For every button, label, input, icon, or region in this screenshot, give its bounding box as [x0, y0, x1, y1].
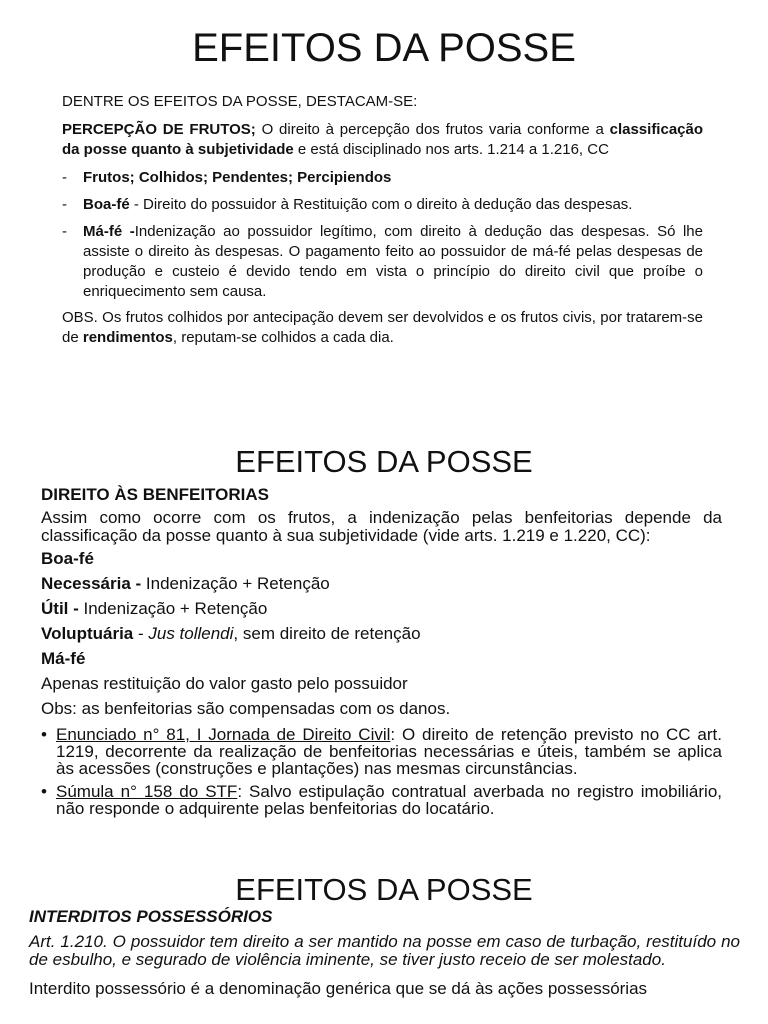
util-label: Útil - — [41, 598, 79, 618]
util-line — [41, 598, 722, 620]
obs-text: OBS. Os frutos colhidos por antecipação devem ser devolvidos e os frutos civis, por tratarem-se de — [62, 309, 703, 347]
frutos-list — [62, 168, 703, 302]
dash-marker: - — [62, 168, 67, 186]
interdito-text: Interdito possessório é a denominação genérica que se dá às ações possessórias — [29, 979, 648, 999]
intro-text: DENTRE OS EFEITOS DA POSSE, DESTACAM-SE: — [62, 93, 418, 110]
heading-text: DIREITO ÀS BENFEITORIAS — [41, 485, 269, 504]
percepcao-bold: classificação da posse quanto à subjetividade — [62, 120, 704, 158]
voluptuaria-label: Voluptuária — [41, 624, 134, 644]
list-item — [62, 168, 703, 188]
percepcao-text: O direito à percepção dos frutos varia conforme a — [255, 120, 610, 138]
apenas-text: Apenas restituição do valor gasto pelo possuidor — [41, 674, 408, 694]
list-item — [41, 726, 722, 777]
slide-title: EFEITOS DA POSSE — [235, 872, 533, 907]
percepcao-paragraph — [62, 120, 703, 160]
obs-text-end: , reputam-se colhidos a cada dia. — [172, 329, 394, 347]
slide-body — [29, 908, 740, 999]
mafe-heading — [41, 648, 722, 670]
item-text: - Direito do possuidor à Restituição com o direito à dedução das despesas. — [129, 195, 633, 213]
list-item — [41, 783, 722, 817]
obs-bold: rendimentos — [82, 329, 173, 347]
percepcao-label: PERCEPÇÃO DE FRUTOS; — [62, 120, 256, 138]
bullet-marker: • — [41, 782, 47, 802]
section-heading — [41, 484, 722, 506]
slide-body — [41, 484, 722, 819]
obs-paragraph — [62, 308, 703, 348]
obs-text: Obs: as benfeitorias são compensadas com os danos. — [41, 699, 451, 719]
article-text: Art. 1.210. O possuidor tem direito a ser mantido na posse em caso de turbação, restituído no de esbulho, e segurado de violência iminente, se tiver justo receio de ser molestado. — [29, 931, 740, 970]
bullet-marker: • — [41, 725, 47, 745]
necessaria-label: Necessária - — [41, 573, 142, 593]
item-text: : O direito de retenção previsto no CC art. 1219, decorrente da realização de benfeitorias necessárias e úteis, também se aplica às acessões (construções e plantações) nas mesmas circunstâncias. — [56, 725, 722, 779]
dash-marker: - — [62, 222, 67, 240]
intro-text: Assim como ocorre com os frutos, a indenização pelas benfeitorias depende da classificação da posse quanto à sua subjetividade (vide arts. 1.219 e 1.220, CC): — [41, 508, 722, 545]
voluptuaria-text: , sem direito de retenção — [233, 624, 421, 644]
dash-marker: - — [62, 195, 67, 213]
item-label: Má-fé - — [83, 222, 135, 240]
item-label: Boa-fé — [83, 195, 130, 213]
slide-title: EFEITOS DA POSSE — [235, 444, 533, 479]
item-text: : Salvo estipulação contratual averbada no registro imobiliário, não responde o adquirente pelas benfeitorias do locatário. — [56, 782, 722, 819]
item-text: Indenização ao possuidor legítimo, com direito à dedução das despesas. Só lhe assiste o direito às despesas. O pagamento feito ao possuidor de má-fé pelas despesas de produção e custeio é devido tendo em vista o princípio do direito civil que proíbe o enriquecimento sem causa. — [83, 222, 703, 300]
enunciado-reference: Enunciado n° 81, I Jornada de Direito Civil — [56, 725, 391, 745]
item-label: Frutos; Colhidos; Pendentes; Percipiendos — [83, 168, 392, 186]
list-item — [62, 222, 703, 302]
util-text: Indenização + Retenção — [78, 598, 268, 618]
sumula-reference: Súmula n° 158 do STF — [56, 782, 238, 802]
necessaria-text: Indenização + Retenção — [141, 573, 330, 593]
boafe-label: Boa-fé — [41, 548, 94, 568]
percepcao-text-end: e está disciplinado nos arts. 1.214 a 1.216, CC — [293, 140, 609, 158]
list-item — [62, 195, 703, 215]
section-heading: INTERDITOS POSSESSÓRIOS — [29, 907, 273, 926]
slide-body — [62, 92, 703, 356]
mafe-label: Má-fé — [41, 649, 86, 669]
slide-3 — [0, 868, 768, 1024]
slide-1 — [0, 0, 768, 420]
voluptuaria-dash: - — [133, 624, 149, 644]
slide-2 — [0, 440, 768, 860]
voluptuaria-line — [41, 623, 722, 645]
voluptuaria-italic: Jus tollendi — [148, 624, 234, 644]
slide-title: EFEITOS DA POSSE — [192, 26, 576, 70]
necessaria-line — [41, 573, 722, 595]
boafe-heading — [41, 548, 722, 570]
